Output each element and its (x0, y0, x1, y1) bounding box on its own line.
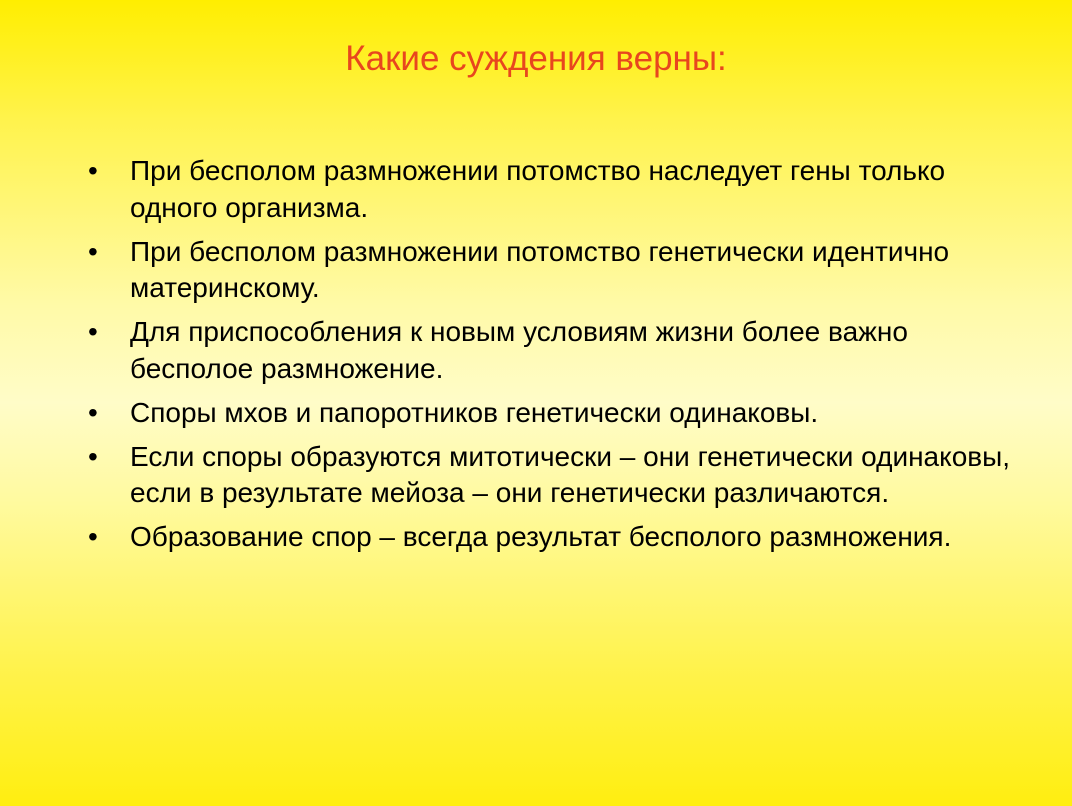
bullet-icon: • (88, 316, 98, 347)
list-item-text: При бесполом размножении потомство генетически идентично материнскому. (130, 235, 950, 303)
list-item (88, 153, 1018, 226)
list-item-text: Если споры образуются митотически – они генетически одинаковы, если в результате мейоза – они генетически различаются. (130, 440, 1011, 508)
bullet-icon: • (88, 440, 98, 472)
list-item-text: Образование спор – всегда результат бесполого размножения. (130, 521, 952, 552)
list-item (88, 519, 1018, 556)
list-item-text: При бесполом размножении потомство наследует гены только одного организма. (130, 155, 946, 223)
list-item (88, 234, 1018, 307)
list-item (88, 314, 1018, 387)
bullet-icon: • (88, 235, 98, 267)
bullet-icon: • (88, 521, 98, 552)
list-item-text: Споры мхов и папоротников генетически одинаковы. (130, 396, 819, 428)
list-item (88, 439, 1018, 512)
list-item-text: Для приспособления к новым условиям жизни более важно бесполое размножение. (130, 316, 908, 384)
slide-title: Какие суждения верны: (345, 39, 727, 78)
bullet-icon: • (88, 396, 98, 428)
bullet-list (88, 153, 1018, 563)
bullet-icon: • (88, 155, 98, 186)
list-item (88, 395, 1018, 432)
